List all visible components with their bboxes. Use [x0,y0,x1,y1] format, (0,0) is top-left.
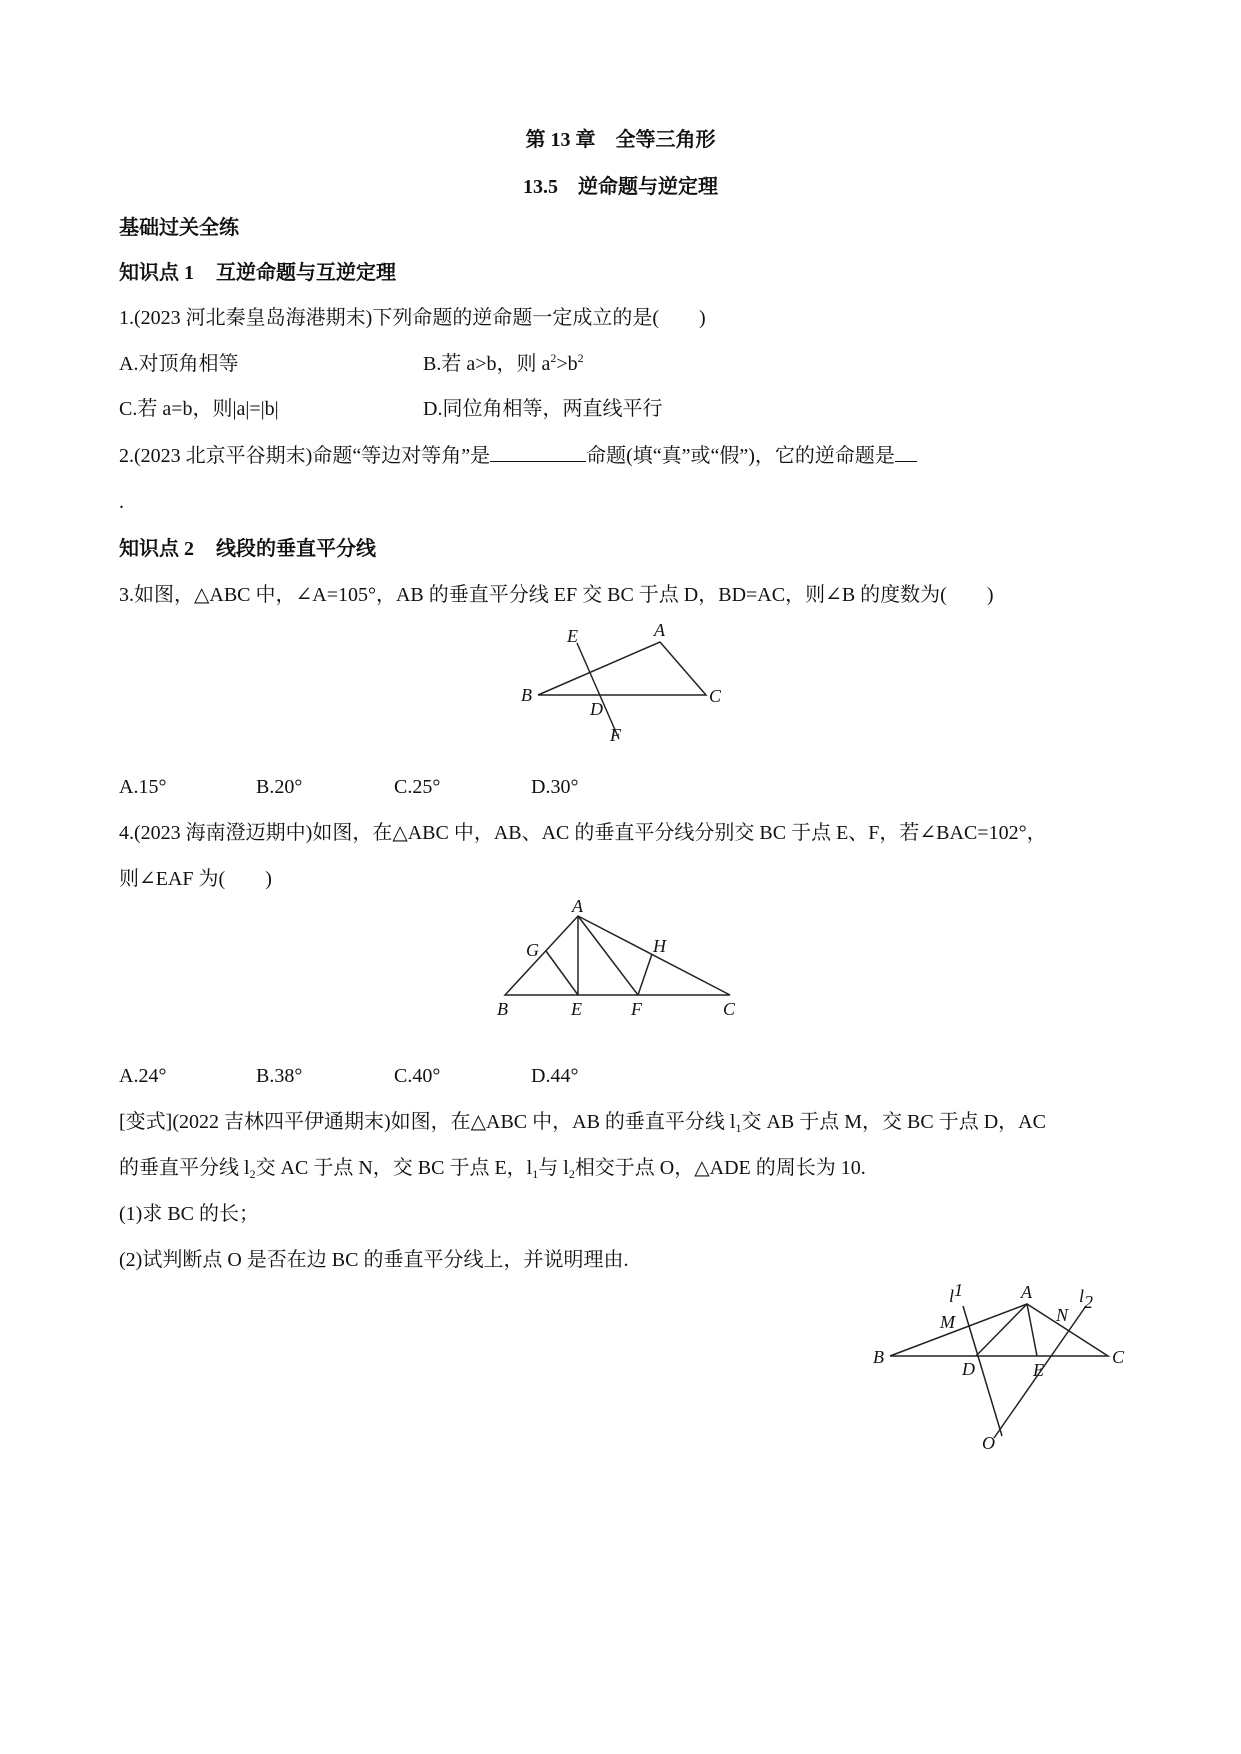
variant-sub: 1 [532,1167,539,1181]
variant-label-l2-l: l [1079,1286,1085,1306]
q3-label-c: C [709,686,722,706]
variant-label-b: B [873,1347,884,1367]
q4-label-a: A [572,896,583,916]
q4-option-d: D.44° [531,1065,579,1087]
section-title: 13.5 逆命题与逆定理 [523,176,718,198]
variant-label-a: A [1021,1282,1032,1302]
q1-option-b-text: B.若 a>b，则 a [423,353,551,375]
q1-option-b-exp2: 2 [577,351,584,365]
q2-end: . [119,491,124,513]
variant-text: 交 AB 于点 M，交 BC 于点 D，AC [741,1111,1046,1133]
variant-sub: 2 [249,1167,256,1181]
q4-bisector-hf [638,954,652,995]
q2-blank-1[interactable] [490,443,586,462]
kp-label: 知识点 1 [119,262,194,284]
q2-blank-2[interactable] [895,443,917,462]
q3-label-b: B [521,685,532,705]
q2-text-post: 命题(填“真”或“假”)，它的逆命题是 [586,445,895,467]
q3-figure [510,618,750,768]
q3-label-a: A [654,620,665,640]
kp-title: 线段的垂直平分线 [216,538,376,560]
variant-text: 与 l [538,1157,569,1179]
variant-label-d: D [962,1359,975,1379]
q4-label-c: C [723,999,736,1019]
variant-text: [变式](2022 吉林四平伊通期末)如图，在△ABC 中，AB 的垂直平分线 l [119,1111,736,1133]
q4-label-e: E [571,999,582,1019]
variant-label-l2-sub: 2 [1084,1292,1094,1312]
variant-text: 相交于点 O，△ADE 的周长为 10. [574,1157,866,1179]
variant-label-l2 [1079,1286,1093,1312]
question-4-stem-line1: 4.(2023 海南澄迈期中)如图，在△ABC 中，AB、AC 的垂直平分线分别交 BC 于点 E、F，若∠BAC=102°， [119,822,1047,844]
variant-line-2 [119,1156,866,1180]
q3-label-f: F [610,725,621,745]
variant-sub: 1 [735,1121,742,1135]
q4-figure [490,896,750,1025]
variant-part-1: (1)求 BC 的长； [119,1203,259,1225]
q1-option-c: C.若 a=b，则|a|=|b| [119,398,279,420]
variant-label-n: N [1056,1305,1069,1325]
q4-label-h: H [653,936,666,956]
question-4-stem-line2: 则∠EAF 为( ) [119,868,272,890]
question-3-stem: 3.如图，△ABC 中，∠A=105°，AB 的垂直平分线 EF 交 BC 于点 D，BD=AC，则∠B 的度数为( ) [119,584,994,606]
q3-triangle [538,642,706,695]
variant-sub: 2 [568,1167,575,1181]
variant-label-l1 [949,1280,963,1306]
q1-option-b [423,352,584,376]
variant-figure [870,1280,1130,1456]
q4-label-g: G [526,940,539,960]
q4-option-c: C.40° [394,1065,441,1087]
chapter-title: 第 13 章 全等三角形 [525,129,716,151]
variant-segment-ad [976,1304,1027,1356]
question-1-stem: 1.(2023 河北秦皇岛海港期末)下列命题的逆命题一定成立的是( ) [119,307,706,329]
q1-option-b-text2: >b [556,353,578,375]
q4-option-a: A.24° [119,1065,167,1087]
q4-label-b: B [497,999,508,1019]
variant-label-c: C [1112,1347,1125,1367]
q3-label-d: D [590,699,603,719]
knowledge-point-1 [119,261,396,285]
q3-option-d: D.30° [531,776,579,798]
variant-label-m: M [940,1312,955,1332]
variant-label-o: O [982,1433,995,1453]
knowledge-point-2 [119,537,376,561]
q4-segment-af [578,916,638,995]
q3-option-b: B.20° [256,776,303,798]
q4-bisector-ge [546,951,578,995]
q3-label-e: E [567,626,578,646]
variant-triangle [890,1304,1108,1356]
q1-option-b-exp1: 2 [550,351,557,365]
question-2 [119,443,917,468]
kp-title: 互逆命题与互逆定理 [216,262,396,284]
variant-label-l1-sub: 1 [954,1280,964,1300]
variant-label-l1-l: l [949,1286,955,1306]
q2-text-pre: 2.(2023 北京平谷期末)命题“等边对等角”是 [119,445,491,467]
part-heading: 基础过关全练 [119,217,239,239]
variant-label-e: E [1033,1360,1044,1380]
q1-option-d: D.同位角相等，两直线平行 [423,398,663,420]
q4-label-f: F [631,999,642,1019]
q3-option-a: A.15° [119,776,167,798]
variant-text: 的垂直平分线 l [119,1157,250,1179]
variant-text: 交 AC 于点 N，交 BC 于点 E，l [255,1157,533,1179]
q1-option-a: A.对顶角相等 [119,353,239,375]
variant-segment-ae [1027,1304,1037,1356]
kp-label: 知识点 2 [119,538,194,560]
q3-option-c: C.25° [394,776,441,798]
variant-part-2: (2)试判断点 O 是否在边 BC 的垂直平分线上，并说明理由. [119,1249,629,1271]
variant-line-1 [119,1110,1046,1134]
q4-option-b: B.38° [256,1065,303,1087]
